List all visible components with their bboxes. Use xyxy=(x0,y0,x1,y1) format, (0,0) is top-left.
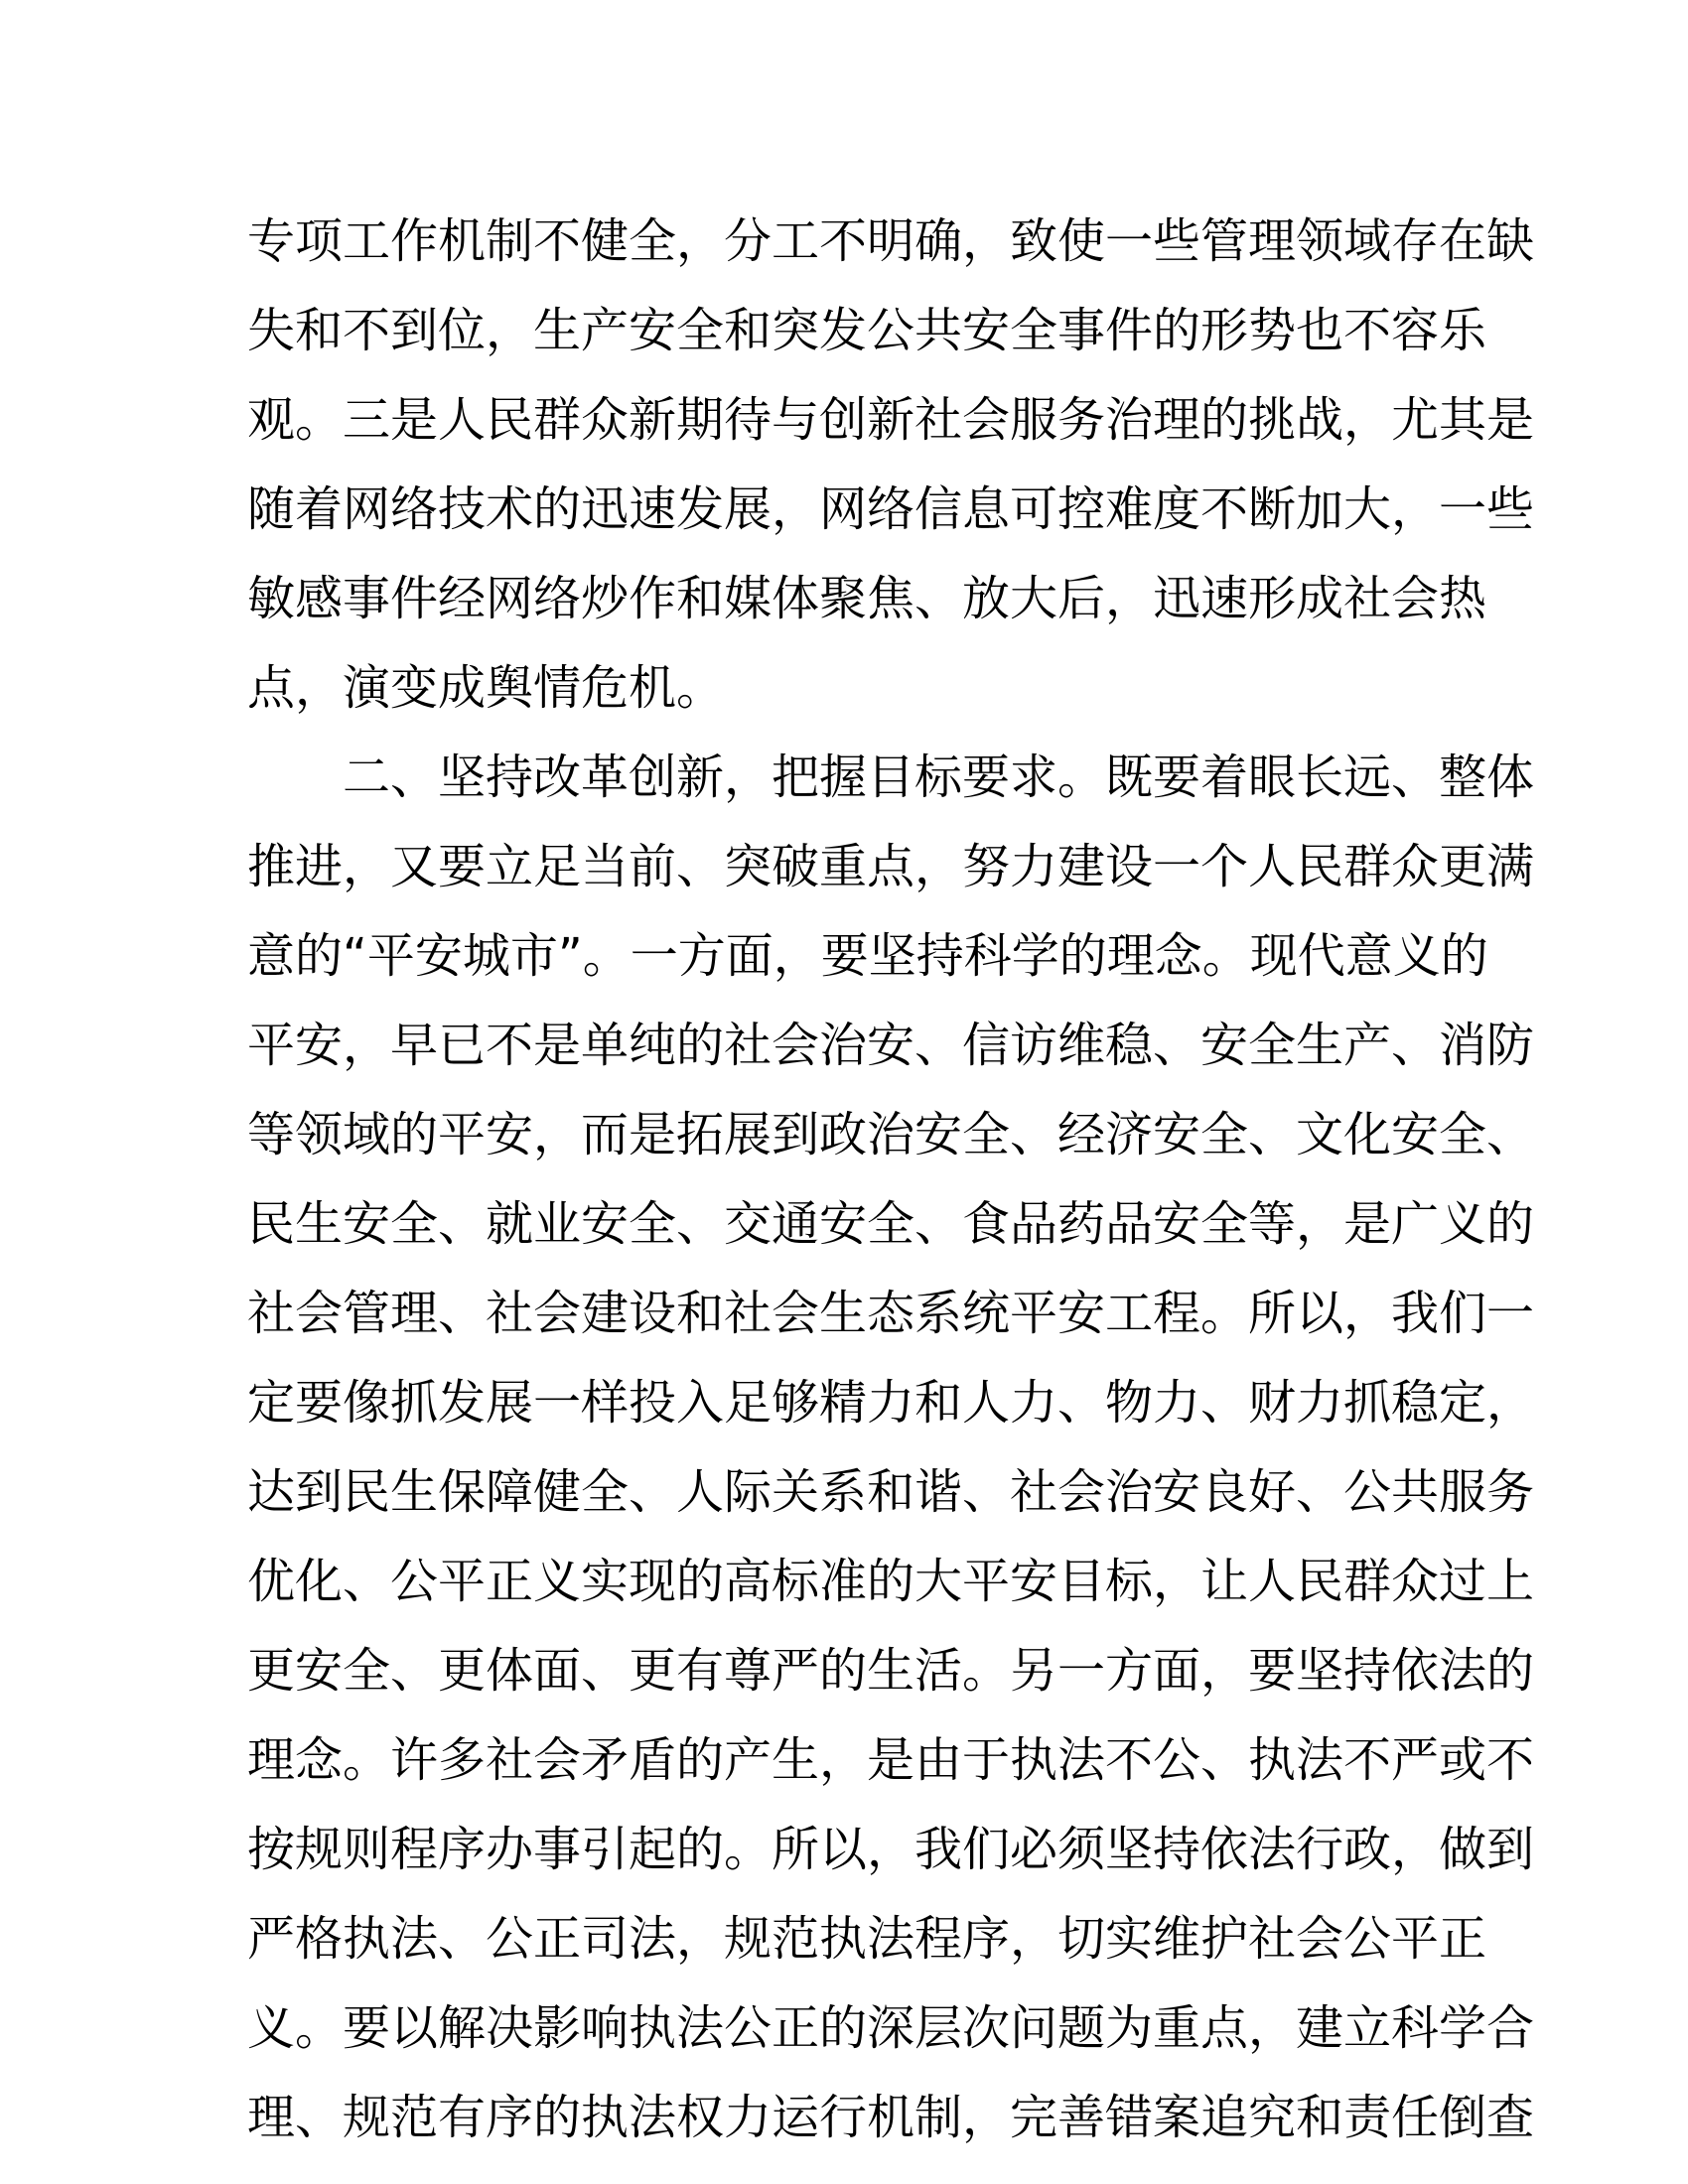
text-line: 意的“平安城市”。一方面，要坚持科学的理念。现代意义的 xyxy=(247,928,1488,984)
text-line: 更安全、更体面、更有尊严的生活。另一方面，要坚持依法的 xyxy=(247,1643,1535,1699)
text-line: 点，演变成舆情危机。 xyxy=(247,660,725,716)
text-line: 社会管理、社会建设和社会生态系统平安工程。所以，我们一 xyxy=(247,1286,1535,1341)
paragraph-first-line: 二、坚持改革创新，把握目标要求。既要着眼长远、整体 xyxy=(343,750,1535,805)
text-line: 按规则程序办事引起的。所以，我们必须坚持依法行政，做到 xyxy=(247,1822,1535,1877)
text-line: 达到民生保障健全、人际关系和谐、社会治安良好、公共服务 xyxy=(247,1464,1535,1520)
text-line: 定要像抓发展一样投入足够精力和人力、物力、财力抓稳定， xyxy=(247,1375,1535,1431)
text-line: 随着网络技术的迅速发展，网络信息可控难度不断加大，一些 xyxy=(247,481,1535,537)
text-line: 失和不到位，生产安全和突发公共安全事件的形势也不容乐 xyxy=(247,303,1487,358)
text-line: 观。三是人民群众新期待与创新社会服务治理的挑战，尤其是 xyxy=(247,392,1535,448)
text-line: 义。要以解决影响执法公正的深层次问题为重点，建立科学合 xyxy=(247,2000,1535,2056)
text-line: 专项工作机制不健全，分工不明确，致使一些管理领域存在缺 xyxy=(247,213,1535,269)
text-line: 理念。许多社会矛盾的产生，是由于执法不公、执法不严或不 xyxy=(247,1732,1535,1788)
text-line: 等领域的平安，而是拓展到政治安全、经济安全、文化安全、 xyxy=(247,1107,1535,1162)
text-line: 民生安全、就业安全、交通安全、食品药品安全等，是广义的 xyxy=(247,1196,1535,1252)
text-line: 平安，早已不是单纯的社会治安、信访维稳、安全生产、消防 xyxy=(247,1018,1535,1073)
text-line: 优化、公平正义实现的高标准的大平安目标，让人民群众过上 xyxy=(247,1554,1535,1609)
text-line: 敏感事件经网络炒作和媒体聚焦、放大后，迅速形成社会热 xyxy=(247,571,1487,626)
text-line: 严格执法、公正司法，规范执法程序，切实维护社会公平正 xyxy=(247,1911,1487,1967)
text-line: 理、规范有序的执法权力运行机制，完善错案追究和责任倒查 xyxy=(247,2090,1535,2145)
text-line: 推进，又要立足当前、突破重点，努力建设一个人民群众更满 xyxy=(247,839,1535,894)
